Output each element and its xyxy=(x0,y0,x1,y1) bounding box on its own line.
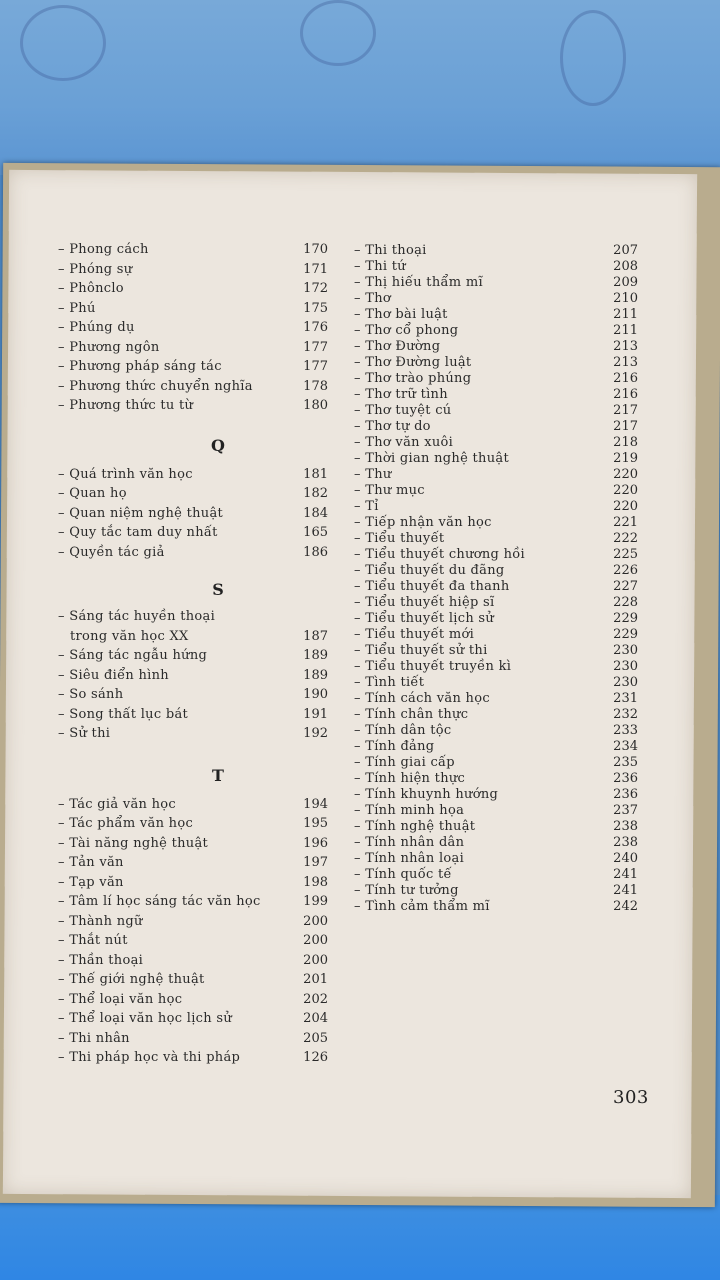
index-page: 210 xyxy=(613,291,638,306)
index-page: 225 xyxy=(613,547,638,562)
index-page: 192 xyxy=(303,726,328,741)
index-term: – Tính nghệ thuật xyxy=(354,819,476,834)
index-term: – Thơ cổ phong xyxy=(354,323,459,338)
index-term: – Sáng tác huyền thoại xyxy=(58,609,216,624)
index-page: 189 xyxy=(303,667,328,683)
index-entry xyxy=(354,707,638,723)
index-entry xyxy=(354,643,638,659)
index-page: 229 xyxy=(613,611,638,626)
index-page: 184 xyxy=(303,505,328,521)
index-page: 235 xyxy=(613,755,638,770)
index-page: 229 xyxy=(613,627,638,642)
index-term: – Thơ tự do xyxy=(354,419,431,434)
index-entry xyxy=(354,851,638,867)
index-page: 238 xyxy=(613,819,638,834)
index-entry xyxy=(58,834,328,854)
index-entry xyxy=(58,685,328,705)
index-entry xyxy=(58,465,328,485)
index-entry xyxy=(354,899,638,915)
index-term: trong văn học XX xyxy=(70,628,189,644)
index-term: – Thắt nút xyxy=(58,933,128,948)
index-term: – Thơ xyxy=(354,291,392,306)
index-entry xyxy=(354,451,638,467)
index-page: 204 xyxy=(303,1011,328,1026)
index-entry xyxy=(58,299,328,319)
index-group-right xyxy=(354,243,638,915)
index-term: – Thi nhân xyxy=(58,1030,130,1046)
index-entry xyxy=(354,787,638,803)
index-page: 200 xyxy=(303,952,328,968)
index-entry xyxy=(58,666,328,686)
index-page: 234 xyxy=(613,739,638,754)
index-term: – Thơ bài luật xyxy=(354,307,448,322)
index-entry xyxy=(354,467,638,483)
index-term: – Phương thức tu từ xyxy=(58,398,194,413)
index-term: – Tính nhân dân xyxy=(354,835,465,850)
index-page: 205 xyxy=(303,1030,328,1046)
index-entry xyxy=(354,323,638,339)
index-term: – Thần thoại xyxy=(58,952,144,968)
index-entry xyxy=(354,531,638,547)
index-page: 237 xyxy=(613,803,638,818)
index-term: – Thơ tuyệt cú xyxy=(354,403,452,418)
index-term: – Quyền tác giả xyxy=(58,544,165,560)
index-term: – Tâm lí học sáng tác văn học xyxy=(58,894,261,909)
index-page: 236 xyxy=(613,787,638,802)
index-page: 165 xyxy=(303,525,328,540)
index-term: – Thư xyxy=(354,467,392,482)
index-entry xyxy=(58,1009,328,1029)
index-page: 219 xyxy=(613,451,638,466)
index-entry xyxy=(354,547,638,563)
index-page: 209 xyxy=(613,275,638,290)
index-term: – Thi tứ xyxy=(354,259,406,274)
index-page: 186 xyxy=(303,544,328,560)
index-page: 194 xyxy=(303,796,328,812)
index-page: 231 xyxy=(613,691,638,706)
index-term: – Phương ngôn xyxy=(58,339,160,355)
index-entry xyxy=(354,867,638,883)
index-entry xyxy=(58,892,328,912)
index-page: 170 xyxy=(303,242,328,257)
index-page: 202 xyxy=(303,991,328,1007)
index-entry xyxy=(354,771,638,787)
index-term: – Tiểu thuyết mới xyxy=(354,627,475,642)
index-term: – Thể loại văn học lịch sử xyxy=(58,1011,232,1026)
index-entry xyxy=(58,523,328,543)
index-term: – Tạp văn xyxy=(58,874,124,890)
index-term: – Tỉ xyxy=(354,499,379,514)
index-column-right xyxy=(354,243,638,915)
index-entry xyxy=(354,275,638,291)
index-page: 200 xyxy=(303,913,328,929)
index-entry xyxy=(354,611,638,627)
index-term: – Thời gian nghệ thuật xyxy=(354,451,509,466)
index-entry xyxy=(58,724,328,744)
index-entry xyxy=(58,607,328,627)
background-pen-marks-2 xyxy=(300,0,376,66)
index-term: – Tiểu thuyết truyền kì xyxy=(354,659,512,674)
index-term: – So sánh xyxy=(58,687,124,702)
index-page: 220 xyxy=(613,499,638,514)
index-entry xyxy=(58,543,328,563)
index-group-s xyxy=(58,646,328,744)
index-entry xyxy=(58,814,328,834)
index-term: – Tính dân tộc xyxy=(354,723,452,738)
index-entry xyxy=(354,387,638,403)
index-term: – Phương thức chuyển nghĩa xyxy=(58,378,253,394)
index-term: – Tiểu thuyết chương hồi xyxy=(354,547,525,562)
index-entry xyxy=(354,419,638,435)
index-term: – Thành ngữ xyxy=(58,913,143,929)
index-entry xyxy=(354,883,638,899)
index-page: 126 xyxy=(303,1050,328,1065)
index-page: 226 xyxy=(613,563,638,578)
index-page: 171 xyxy=(303,261,328,277)
index-page: 177 xyxy=(303,339,328,355)
index-entry xyxy=(58,951,328,971)
index-group-p xyxy=(58,240,328,416)
index-page: 207 xyxy=(613,243,638,258)
index-term: – Phúng dụ xyxy=(58,320,135,335)
index-entry xyxy=(58,279,328,299)
index-term: – Tiểu thuyết sử thi xyxy=(354,643,488,658)
index-page: 189 xyxy=(303,648,328,663)
index-page: 216 xyxy=(613,387,638,402)
index-page: 213 xyxy=(613,355,638,370)
index-page: 177 xyxy=(303,359,328,374)
index-entry xyxy=(58,260,328,280)
index-page: 228 xyxy=(613,595,638,610)
index-entry xyxy=(354,355,638,371)
index-entry xyxy=(58,931,328,951)
index-page: 190 xyxy=(303,687,328,702)
index-entry xyxy=(354,627,638,643)
index-entry xyxy=(58,990,328,1010)
background-table xyxy=(0,1195,720,1280)
index-entry xyxy=(354,243,638,259)
section-heading-q: Q xyxy=(211,435,225,455)
index-page: 211 xyxy=(613,307,638,322)
index-entry xyxy=(354,835,638,851)
index-term: – Tác giả văn học xyxy=(58,796,176,812)
index-page: 230 xyxy=(613,659,638,674)
index-entry xyxy=(354,291,638,307)
index-page: 172 xyxy=(303,281,328,296)
index-entry xyxy=(354,755,638,771)
index-entry xyxy=(354,499,638,515)
index-entry xyxy=(58,396,328,416)
index-term: – Tính tư tưởng xyxy=(354,883,459,898)
index-page: 180 xyxy=(303,398,328,413)
index-term: – Thơ Đường luật xyxy=(354,355,472,370)
index-term: – Tài năng nghệ thuật xyxy=(58,835,209,851)
index-entry xyxy=(354,803,638,819)
index-page: 218 xyxy=(613,435,638,450)
index-page: 208 xyxy=(613,259,638,274)
index-term: – Tính quốc tế xyxy=(354,867,452,882)
index-page: 232 xyxy=(613,707,638,722)
index-page: 240 xyxy=(613,851,638,866)
index-term: – Thơ trữ tình xyxy=(354,387,448,402)
index-term: – Tính khuynh hướng xyxy=(354,787,499,802)
index-term: – Thơ Đường xyxy=(354,339,441,354)
index-entry xyxy=(354,403,638,419)
index-entry xyxy=(354,579,638,595)
index-entry xyxy=(58,795,328,815)
index-page: 197 xyxy=(303,855,328,870)
index-page: 187 xyxy=(303,628,328,644)
index-term: – Tiểu thuyết đa thanh xyxy=(354,579,510,594)
index-entry xyxy=(354,259,638,275)
index-page: 196 xyxy=(303,835,328,851)
index-entry xyxy=(58,357,328,377)
index-term: – Tình cảm thẩm mĩ xyxy=(354,899,490,914)
index-entry xyxy=(58,240,328,260)
index-page: 216 xyxy=(613,371,638,386)
index-entry xyxy=(58,853,328,873)
index-entry xyxy=(354,483,638,499)
index-term: – Phong cách xyxy=(58,242,149,257)
index-page: 241 xyxy=(613,867,638,882)
index-entry xyxy=(354,691,638,707)
index-term: – Phóng sự xyxy=(58,261,133,277)
section-heading-t: T xyxy=(212,765,224,785)
index-term: – Thể loại văn học xyxy=(58,991,183,1007)
index-column-left xyxy=(58,240,328,1068)
index-term: – Sử thi xyxy=(58,726,111,741)
index-entry xyxy=(58,970,328,990)
index-entry xyxy=(354,675,638,691)
index-page: 221 xyxy=(613,515,638,530)
index-page: 220 xyxy=(613,483,638,498)
index-page: 220 xyxy=(613,467,638,482)
index-page: 182 xyxy=(303,486,328,501)
index-term: – Quá trình văn học xyxy=(58,466,193,482)
index-term: – Quan niệm nghệ thuật xyxy=(58,505,224,521)
index-entry xyxy=(354,515,638,531)
index-entry xyxy=(58,318,328,338)
index-entry xyxy=(58,484,328,504)
index-entry xyxy=(354,307,638,323)
index-entry xyxy=(58,646,328,666)
index-term: – Phônclo xyxy=(58,281,124,296)
index-page: 191 xyxy=(303,706,328,722)
index-entry xyxy=(354,595,638,611)
index-page: 217 xyxy=(613,403,638,418)
index-entry xyxy=(354,339,638,355)
index-entry xyxy=(354,435,638,451)
index-term: – Thơ trào phúng xyxy=(354,371,472,386)
index-entry xyxy=(58,1048,328,1068)
index-page: 227 xyxy=(613,579,638,594)
index-term: – Tiểu thuyết lịch sử xyxy=(354,611,495,626)
index-term: – Tính cách văn học xyxy=(354,691,490,706)
index-page: 230 xyxy=(613,643,638,658)
index-entry xyxy=(354,819,638,835)
page-number: 303 xyxy=(613,1087,649,1108)
index-term: – Tính hiện thực xyxy=(354,771,466,786)
index-term: – Thi thoại xyxy=(354,243,427,258)
index-page: 230 xyxy=(613,675,638,690)
index-term: – Tính giai cấp xyxy=(354,755,455,770)
index-entry xyxy=(58,1029,328,1049)
index-term: – Tình tiết xyxy=(354,675,425,690)
section-heading-s: S xyxy=(212,580,224,599)
index-entry xyxy=(354,739,638,755)
index-term: – Tính đảng xyxy=(354,739,435,754)
index-page: 222 xyxy=(613,531,638,546)
index-page: 236 xyxy=(613,771,638,786)
index-term: – Tản văn xyxy=(58,855,124,870)
index-entry xyxy=(354,371,638,387)
index-group-q xyxy=(58,465,328,563)
index-term: – Song thất lục bát xyxy=(58,706,189,722)
index-page: 213 xyxy=(613,339,638,354)
index-page: 233 xyxy=(613,723,638,738)
index-page: 200 xyxy=(303,933,328,948)
background-pen-marks-3 xyxy=(560,10,626,106)
index-term: – Tính nhân loại xyxy=(354,851,465,866)
index-entry xyxy=(354,659,638,675)
index-entry xyxy=(58,705,328,725)
index-term: – Thư mục xyxy=(354,483,425,498)
index-entry xyxy=(58,504,328,524)
index-entry xyxy=(58,627,328,647)
index-entry xyxy=(58,377,328,397)
index-page: 211 xyxy=(613,323,638,338)
index-term: – Tính chân thực xyxy=(354,707,469,722)
index-entry xyxy=(58,873,328,893)
index-page: 242 xyxy=(613,899,638,914)
index-page: 181 xyxy=(303,466,328,482)
index-term: – Quy tắc tam duy nhất xyxy=(58,525,218,540)
index-page: 176 xyxy=(303,320,328,335)
index-page: 195 xyxy=(303,816,328,831)
index-page: 175 xyxy=(303,300,328,316)
index-page: 238 xyxy=(613,835,638,850)
index-term: – Thơ văn xuôi xyxy=(354,435,454,450)
index-entry xyxy=(58,338,328,358)
index-term: – Phương pháp sáng tác xyxy=(58,359,222,374)
index-page: 201 xyxy=(303,972,328,987)
index-term: – Tiểu thuyết xyxy=(354,531,445,546)
index-term: – Tính minh họa xyxy=(354,803,465,818)
index-term: – Quan họ xyxy=(58,486,127,501)
index-term: – Tác phẩm văn học xyxy=(58,816,194,831)
background-pen-marks xyxy=(20,5,106,81)
index-term: – Thị hiếu thẩm mĩ xyxy=(354,275,483,290)
index-page: 199 xyxy=(303,894,328,909)
index-term: – Tiểu thuyết hiệp sĩ xyxy=(354,595,495,610)
index-term: – Tiếp nhận văn học xyxy=(354,515,492,530)
index-term: – Thi pháp học và thi pháp xyxy=(58,1050,241,1065)
index-page: 241 xyxy=(613,883,638,898)
index-page: 198 xyxy=(303,874,328,890)
index-entry xyxy=(58,912,328,932)
index-group-t xyxy=(58,795,328,1068)
index-entry xyxy=(354,723,638,739)
index-term: – Siêu điển hình xyxy=(58,667,169,683)
index-term: – Tiểu thuyết du đãng xyxy=(354,563,505,578)
index-page: 217 xyxy=(613,419,638,434)
index-term: – Sáng tác ngẫu hứng xyxy=(58,648,208,663)
index-term: – Thế giới nghệ thuật xyxy=(58,972,205,987)
index-page: 178 xyxy=(303,378,328,394)
index-entry xyxy=(354,563,638,579)
index-term: – Phú xyxy=(58,300,96,316)
